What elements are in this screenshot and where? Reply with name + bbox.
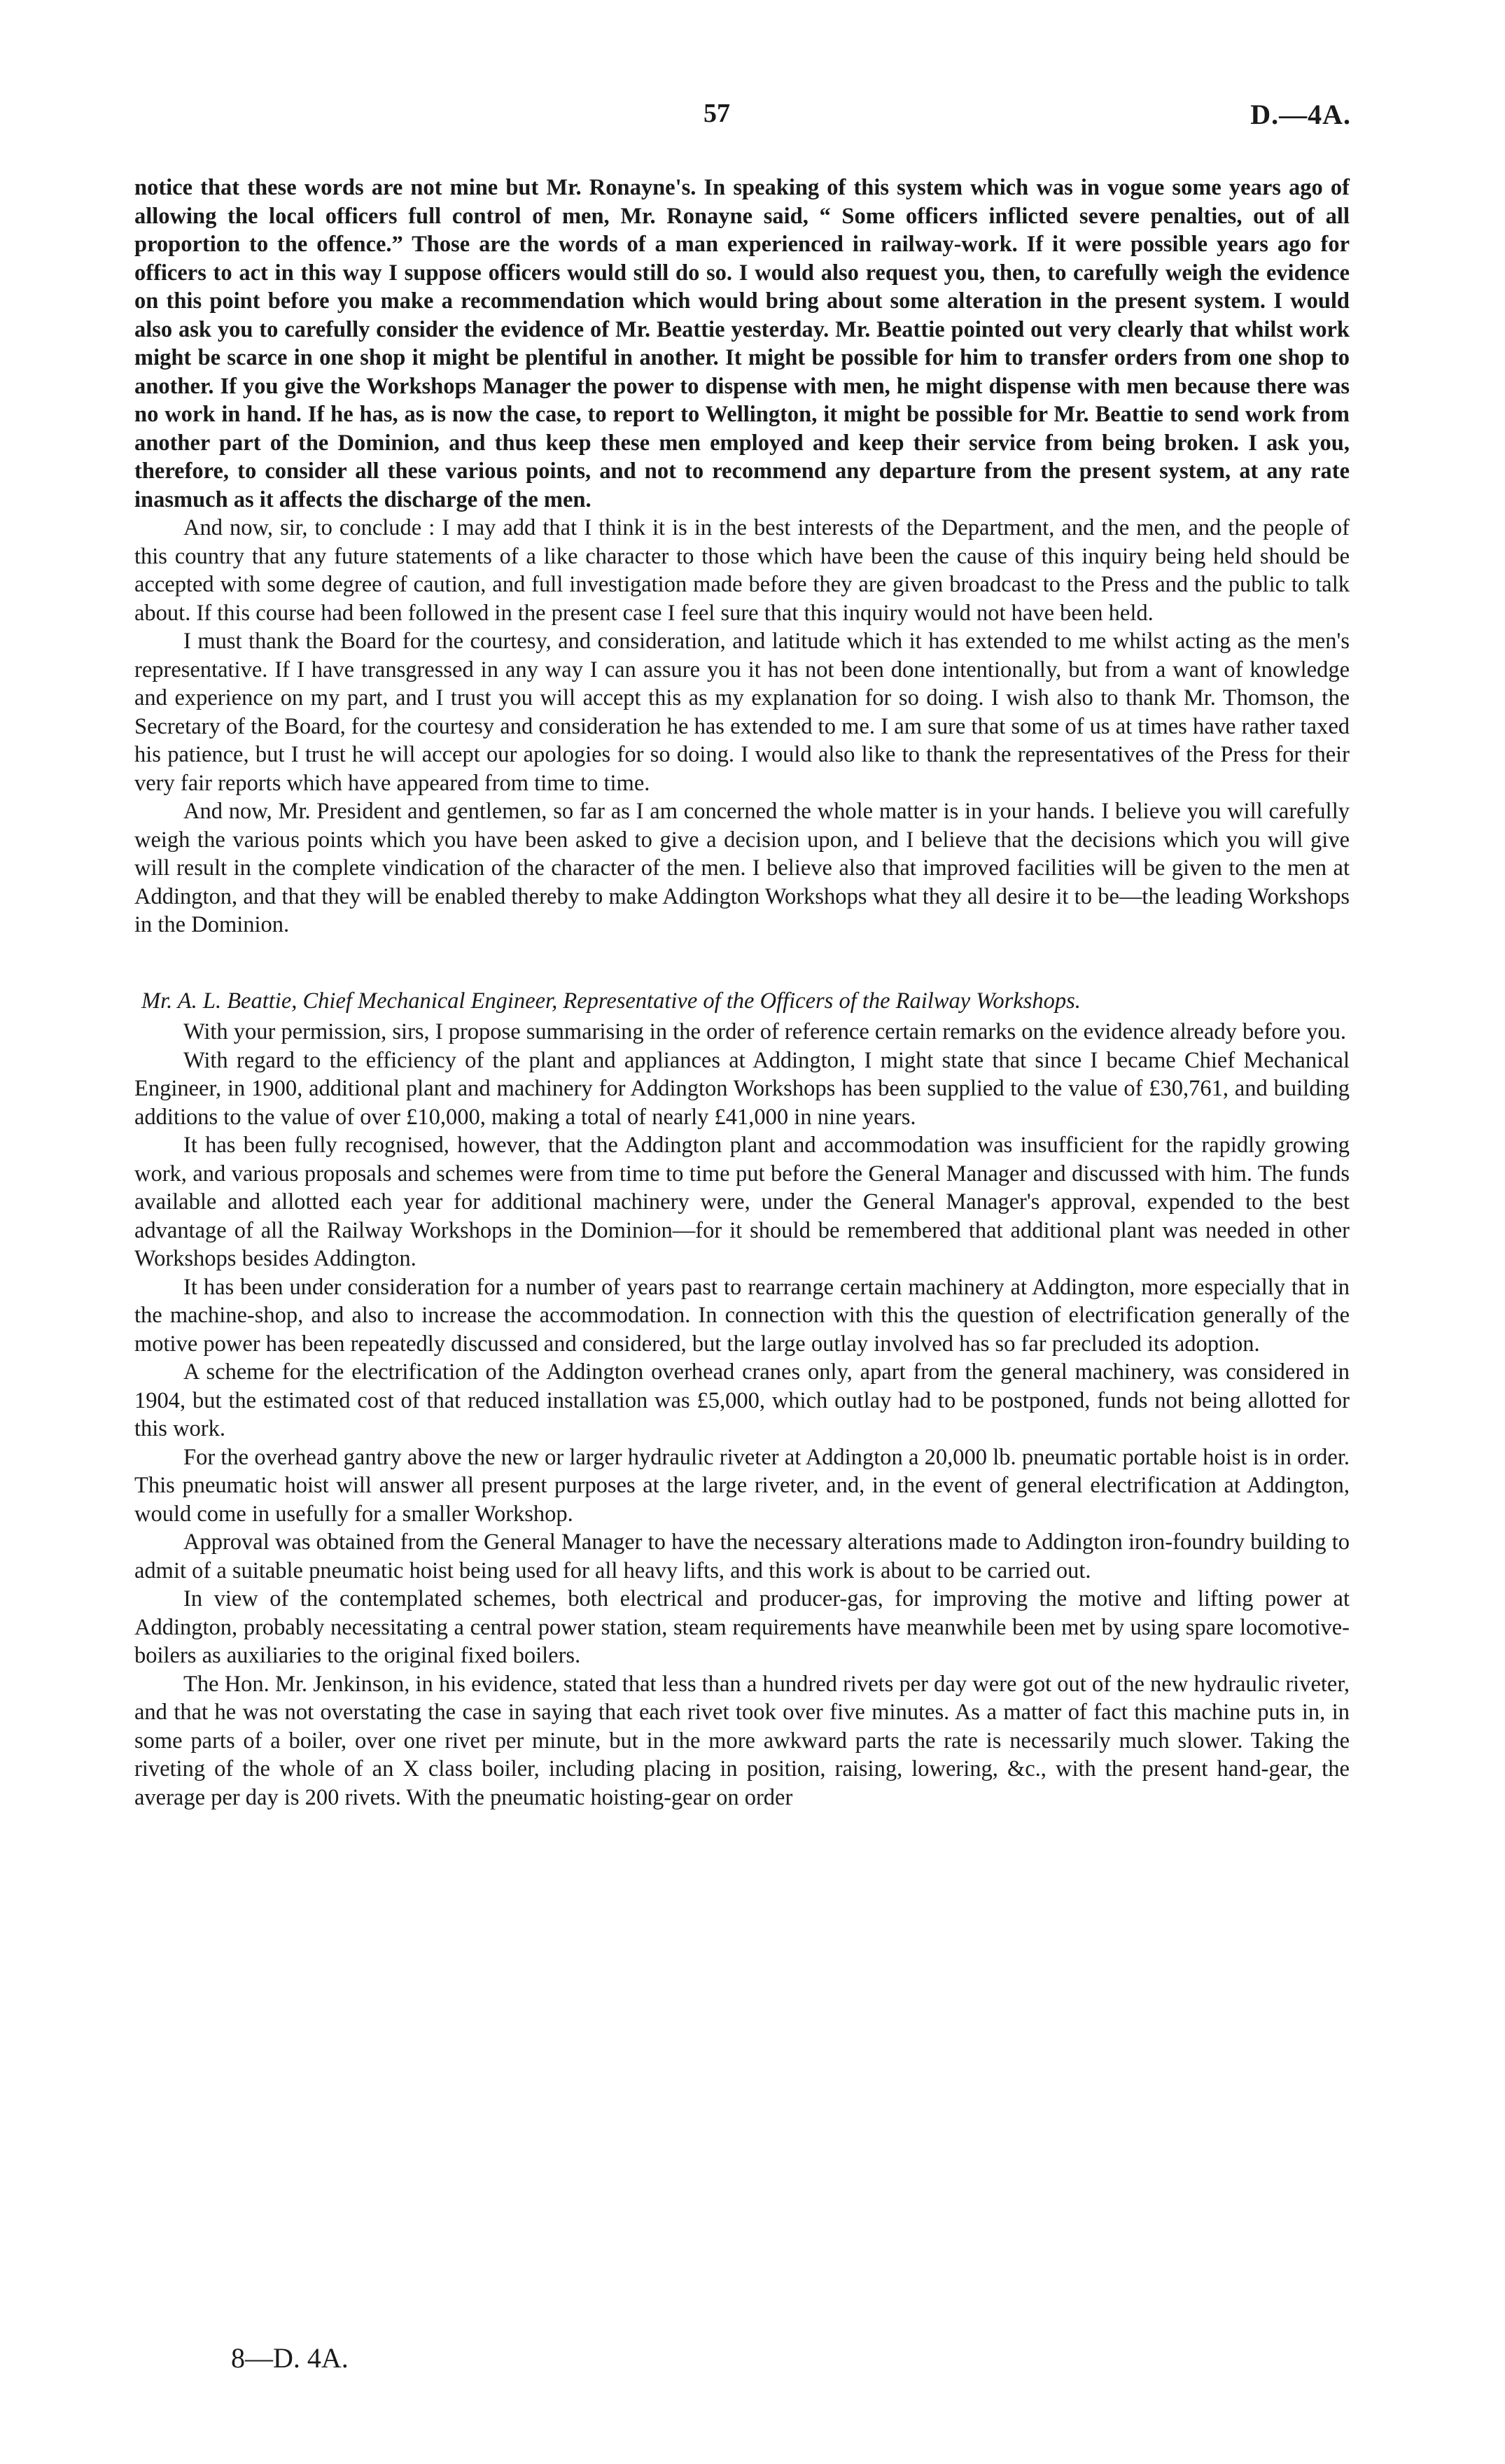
body-paragraph: And now, sir, to conclude : I may add that I think it is in the best interests of the Department, and the men, and the people of this country that any future statements of a like character to those which have been the cause of this inquiry being held should be accepted with some degree of caution, and full investigation made before they are given broadcast to the Press and the public to talk about. If this course had been followed in the present case I feel sure that this inquiry would not have been held.: [134, 515, 1350, 626]
body-paragraph: For the overhead gantry above the new or larger hydraulic riveter at Addington a 20,000 lb. pneumatic portable hoist is in order. This pneumatic hoist will answer all present purposes at the large riveter, and, in the event of general electrification at Addington, would come in usefully for a smaller Workshop.: [134, 1444, 1350, 1527]
document-code: D.—4A.: [1250, 99, 1351, 130]
section-heading: Mr. A. L. Beattie, Chief Mechanical Engineer, Representative of the Officers of the Railway Workshops.: [141, 988, 1081, 1014]
body-paragraph: A scheme for the electrification of the Addington overhead cranes only, apart from the general machinery, was considered in 1904, but the estimated cost of that reduced installation was £5,000, which outlay had to be postponed, funds not being allotted for this work.: [134, 1359, 1350, 1441]
body-paragraph: With your permission, sirs, I propose summarising in the order of reference certain remarks on the evidence already before you.: [183, 1019, 1347, 1044]
body-paragraph: With regard to the efficiency of the plant and appliances at Addington, I might state that since I became Chief Mechanical Engineer, in 1900, additional plant and machinery for Addington Workshops has been supplied to the value of £30,761, and building additions to the value of over £10,000, making a total of nearly £41,000 in nine years.: [134, 1047, 1350, 1130]
lead-paragraph: notice that these words are not mine but Mr. Ronayne's. In speaking of this system which was in vogue some years ago of allowing the local officers full control of men, Mr. Ronayne said, “ Some officers inflicted severe penalties, out of all proportion to the offence.” Those are the words of a man experienced in railway-work. If it were possible years ago for officers to act in this way I suppose officers would still do so. I would also request you, then, to carefully weigh the evidence on this point before you make a recommendation which would bring about some alteration in the present system. I would also ask you to carefully consider the evidence of Mr. Beattie yesterday. Mr. Beattie pointed out very clearly that whilst work might be scarce in one shop it might be plentiful in another. It might be possible for him to transfer orders from one shop to another. If you give the Workshops Manager the power to dispense with men, he might dispense with men because there was no work in hand. If he has, as is now the case, to report to Wellington, it might be possible for Mr. Beattie to send work from another part of the Dominion, and thus keep these men employed and keep their service from being broken. I ask you, therefore, to consider all these various points, and not to recommend any departure from the present system, at any rate inasmuch as it affects the discharge of the men.: [134, 175, 1350, 512]
body-paragraph: It has been under consideration for a number of years past to rearrange certain machinery at Addington, more especially that in the machine-shop, and also to increase the accommodation. In connection with this the question of electrification generally of the motive power has been repeatedly discussed and considered, but the large outlay involved has so far precluded its adoption.: [134, 1274, 1350, 1357]
page-body: [134, 174, 1350, 1812]
body-paragraph: The Hon. Mr. Jenkinson, in his evidence, stated that less than a hundred rivets per day were got out of the new hydraulic riveter, and that he was not overstating the case in saying that each rivet took over five minutes. As a matter of fact this machine puts in, in some parts of a boiler, over one rivet per minute, but in the more awkward parts the rate is necessarily much slower. Taking the riveting of the whole of an X class boiler, including placing in position, raising, lowering, &c., with the present hand-gear, the average per day is 200 rivets. With the pneumatic hoisting-gear on order: [134, 1671, 1350, 1810]
page-header: [0, 98, 1505, 140]
signature-code: 8—D. 4A.: [231, 2342, 349, 2374]
body-paragraph: It has been fully recognised, however, that the Addington plant and accommodation was insufficient for the rapidly growing work, and various proposals and schemes were from time to time put before the General Manager and discussed with him. The funds available and allotted each year for additional machinery were, under the General Manager's approval, expended to the best advantage of all the Railway Workshops in the Dominion—for it should be remembered that additional plant was needed in other Workshops besides Addington.: [134, 1133, 1350, 1271]
body-paragraph: In view of the contemplated schemes, both electrical and producer-gas, for improving the motive and lifting power at Addington, probably necessitating a central power station, steam requirements have meanwhile been met by using spare locomotive-boilers as auxiliaries to the original fixed boilers.: [134, 1586, 1350, 1668]
page-number: 57: [704, 99, 730, 128]
body-paragraph: Approval was obtained from the General Manager to have the necessary alterations made to Addington iron-foundry building to admit of a suitable pneumatic hoist being used for all heavy lifts, and this work is about to be carried out.: [134, 1530, 1350, 1583]
body-paragraph: I must thank the Board for the courtesy, and consideration, and latitude which it has extended to me whilst acting as the men's representative. If I have transgressed in any way I can assure you it has not been done intentionally, but from a want of knowledge and experience on my part, and I trust you will accept this as my explanation for so doing. I wish also to thank Mr. Thomson, the Secretary of the Board, for the courtesy and consideration he has extended to me. I am sure that some of us at times have rather taxed his patience, but I trust he will accept our apologies for so doing. I would also like to thank the representatives of the Press for their very fair reports which have appeared from time to time.: [134, 629, 1350, 796]
body-paragraph: And now, Mr. President and gentlemen, so far as I am concerned the whole matter is in your hands. I believe you will carefully weigh the various points which you have been asked to give a decision upon, and I believe that the decisions which you will give will result in the complete vindication of the character of the men. I believe also that improved facilities will be given to the men at Addington, and that they will be enabled thereby to make Addington Workshops what they all desire it to be—the leading Workshops in the Dominion.: [134, 799, 1350, 937]
